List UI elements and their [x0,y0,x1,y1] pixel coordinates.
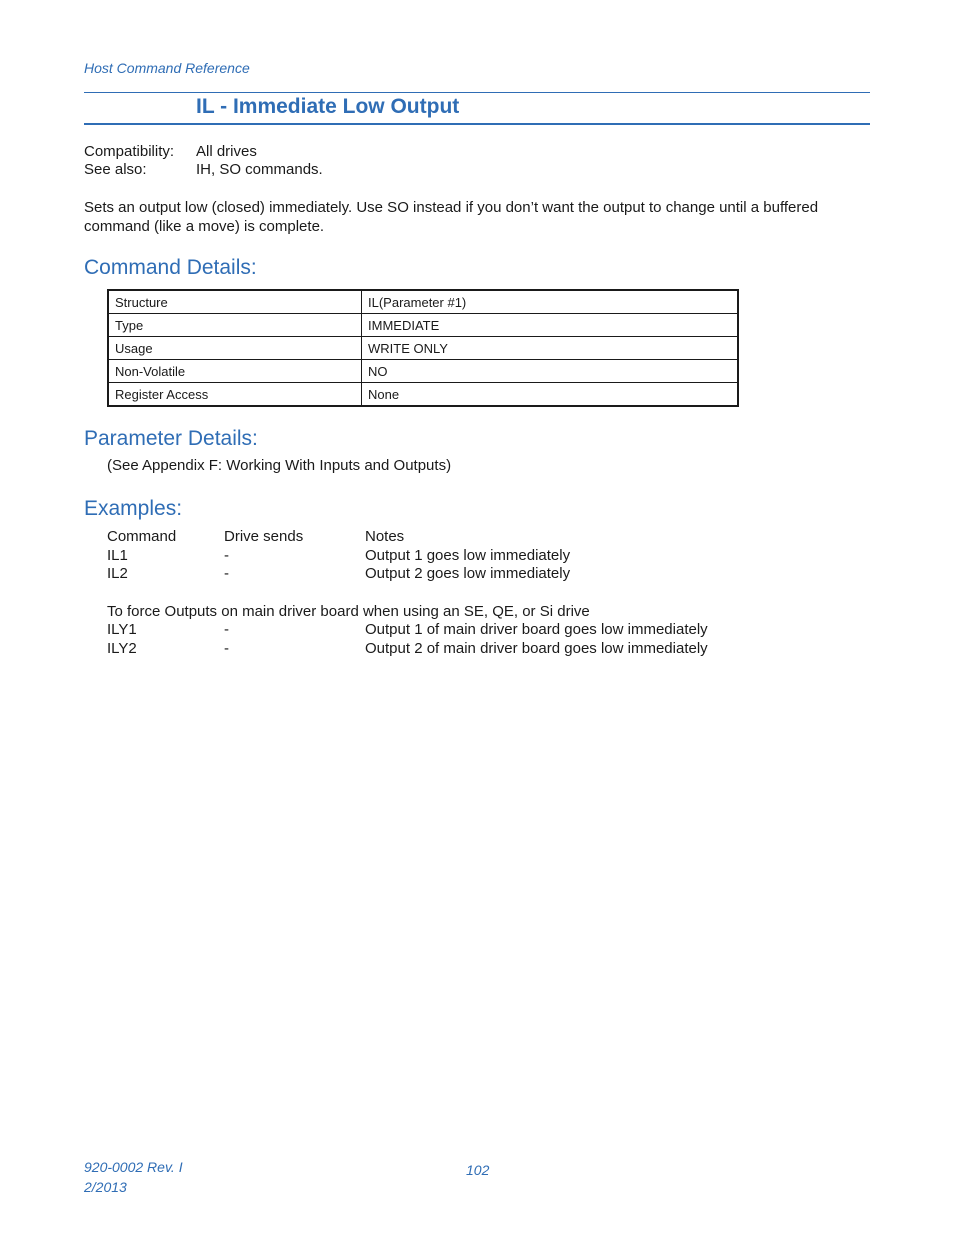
detail-label: Structure [108,290,362,314]
table-row [108,290,738,314]
parameter-details-heading: Parameter Details: [84,427,258,450]
detail-label: Type [108,314,362,337]
detail-value: WRITE ONLY [362,337,739,360]
page-title: IL - Immediate Low Output [196,95,460,118]
description-line-1: Sets an output low (closed) immediately. Use SO instead if you don’t want the output to change until a buffered [84,199,819,216]
table-row [108,314,738,337]
footer-date: 2/2013 [84,1179,127,1195]
examples-col-notes: Notes [365,528,405,545]
example-notes: Output 1 of main driver board goes low immediately [365,621,708,638]
examples-col-command: Command [107,528,177,545]
example-notes: Output 2 goes low immediately [365,565,571,582]
table-row [108,383,738,407]
description [84,198,864,236]
example-notes: Output 1 goes low immediately [365,547,571,564]
force-outputs-note: To force Outputs on main driver board when using an SE, QE, or Si drive [107,603,590,620]
detail-value: IL(Parameter #1) [362,290,739,314]
command-details-table [107,289,739,407]
see-also-label: See also: [84,161,147,178]
compatibility-value: All drives [196,143,257,160]
command-details-heading: Command Details: [84,256,257,279]
compatibility-label: Compatibility: [84,143,175,160]
footer-doc-number: 920-0002 Rev. I [84,1159,183,1175]
detail-label: Usage [108,337,362,360]
example-command: ILY1 [107,621,137,638]
example-drive-sends: - [224,565,229,582]
detail-label: Register Access [108,383,362,407]
example-command: IL1 [107,547,128,564]
page-number: 102 [466,1162,490,1178]
example-command: ILY2 [107,640,137,657]
description-line-2: command (like a move) is complete. [84,218,325,235]
example-command: IL2 [107,565,128,582]
detail-value: IMMEDIATE [362,314,739,337]
example-drive-sends: - [224,621,229,638]
table-row [108,337,738,360]
see-also-value: IH, SO commands. [196,161,323,178]
detail-value: None [362,383,739,407]
running-head: Host Command Reference [84,60,250,76]
example-notes: Output 2 of main driver board goes low immediately [365,640,708,657]
example-drive-sends: - [224,640,229,657]
detail-value: NO [362,360,739,383]
parameter-note: (See Appendix F: Working With Inputs and Outputs) [107,457,452,474]
examples-col-drive-sends: Drive sends [224,528,304,545]
example-drive-sends: - [224,547,229,564]
title-bottom-rule [84,123,870,125]
examples-heading: Examples: [84,497,183,520]
title-top-rule [84,92,870,93]
detail-label: Non-Volatile [108,360,362,383]
table-row [108,360,738,383]
